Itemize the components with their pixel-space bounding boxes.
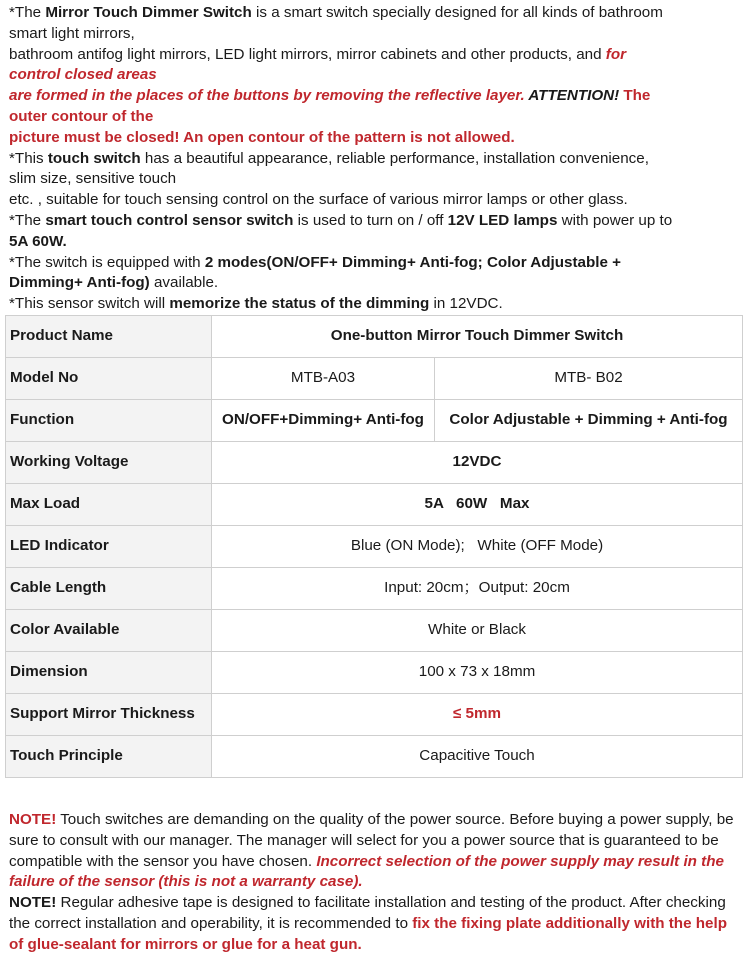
intro-line: bathroom antifog light mirrors, LED light mirrors, mirror cabinets and other products, and for: [9, 45, 627, 63]
table-row: [6, 526, 743, 568]
table-row: [6, 568, 743, 610]
spec-value: ≤ 5mm: [212, 694, 743, 736]
intro-line: *The Mirror Touch Dimmer Switch is a smart switch specially designed for all kinds of bathroom: [9, 4, 663, 21]
intro-line: picture must be closed! An open contour of the pattern is not allowed.: [9, 128, 515, 146]
spec-label: Dimension: [6, 652, 212, 694]
intro-line: control closed areas: [9, 66, 157, 84]
intro-line: *This touch switch has a beautiful appearance, reliable performance, installation convenience,: [9, 149, 649, 167]
spec-value: Blue (ON Mode); White (OFF Mode): [212, 526, 743, 568]
spec-label: Max Load: [6, 484, 212, 526]
spec-label: Touch Principle: [6, 736, 212, 778]
spec-label: Cable Length: [6, 568, 212, 610]
spec-value: MTB- B02: [435, 358, 743, 400]
table-row: [6, 400, 743, 442]
spec-value: 5A 60W Max: [212, 484, 743, 526]
table-row: [6, 484, 743, 526]
spec-value: MTB-A03: [212, 358, 435, 400]
spec-value: Input: 20cm；Output: 20cm: [212, 568, 743, 610]
spec-value: 100 x 73 x 18mm: [212, 652, 743, 694]
spec-label: Color Available: [6, 610, 212, 652]
spec-label: Product Name: [6, 316, 212, 358]
spec-value: Color Adjustable + Dimming + Anti-fog: [435, 400, 743, 442]
notes-section: [9, 810, 744, 956]
spec-value: ON/OFF+Dimming+ Anti-fog: [212, 400, 435, 442]
spec-label: Support Mirror Thickness: [6, 694, 212, 736]
spec-label: Function: [6, 400, 212, 442]
spec-value: Capacitive Touch: [212, 736, 743, 778]
table-row: [6, 694, 743, 736]
intro-line: slim size, sensitive touch: [9, 170, 177, 188]
table-row: [6, 610, 743, 652]
spec-value: One-button Mirror Touch Dimmer Switch: [212, 316, 743, 358]
table-row: [6, 736, 743, 778]
note-paragraph: NOTE! Regular adhesive tape is designed to facilitate installation and testing of the product. After checking the correct installation and operability, it is recommended to fix the fixing plate additionally with the help of glue-sealant for mirrors or glue for a heat gun.: [9, 894, 727, 953]
spec-value: 12VDC: [212, 442, 743, 484]
intro-line: smart light mirrors,: [9, 24, 135, 42]
intro-line: *The switch is equipped with 2 modes(ON/OFF+ Dimming+ Anti-fog; Color Adjustable +: [9, 253, 621, 271]
spec-value: White or Black: [212, 610, 743, 652]
intro-line: *This sensor switch will memorize the status of the dimming in 12VDC.: [9, 295, 503, 313]
spec-label: Model No: [6, 358, 212, 400]
intro-line: 5A 60W.: [9, 232, 67, 250]
intro-line: Dimming+ Anti-fog) available.: [9, 274, 219, 292]
note-paragraph: NOTE! Touch switches are demanding on the quality of the power source. Before buying a power supply, be sure to consult with our manager. The manager will select for you a power source that is guaranteed to be compatible with the sensor you have chosen. Incorrect selection of the power supply may result in the failure of the sensor (this is not a warranty case).: [9, 811, 734, 891]
intro-description: [9, 3, 744, 315]
table-row: [6, 652, 743, 694]
intro-line: etc. , suitable for touch sensing control on the surface of various mirror lamps or other glass.: [9, 191, 628, 209]
spec-table: [5, 315, 743, 778]
intro-line: outer contour of the: [9, 107, 154, 125]
spec-label: Working Voltage: [6, 442, 212, 484]
intro-line: are formed in the places of the buttons by removing the reflective layer. ATTENTION! The: [9, 87, 651, 105]
intro-line: *The smart touch control sensor switch is used to turn on / off 12V LED lamps with power up to: [9, 211, 673, 229]
table-row: [6, 358, 743, 400]
table-row: [6, 442, 743, 484]
spec-label: LED Indicator: [6, 526, 212, 568]
table-row: [6, 316, 743, 358]
